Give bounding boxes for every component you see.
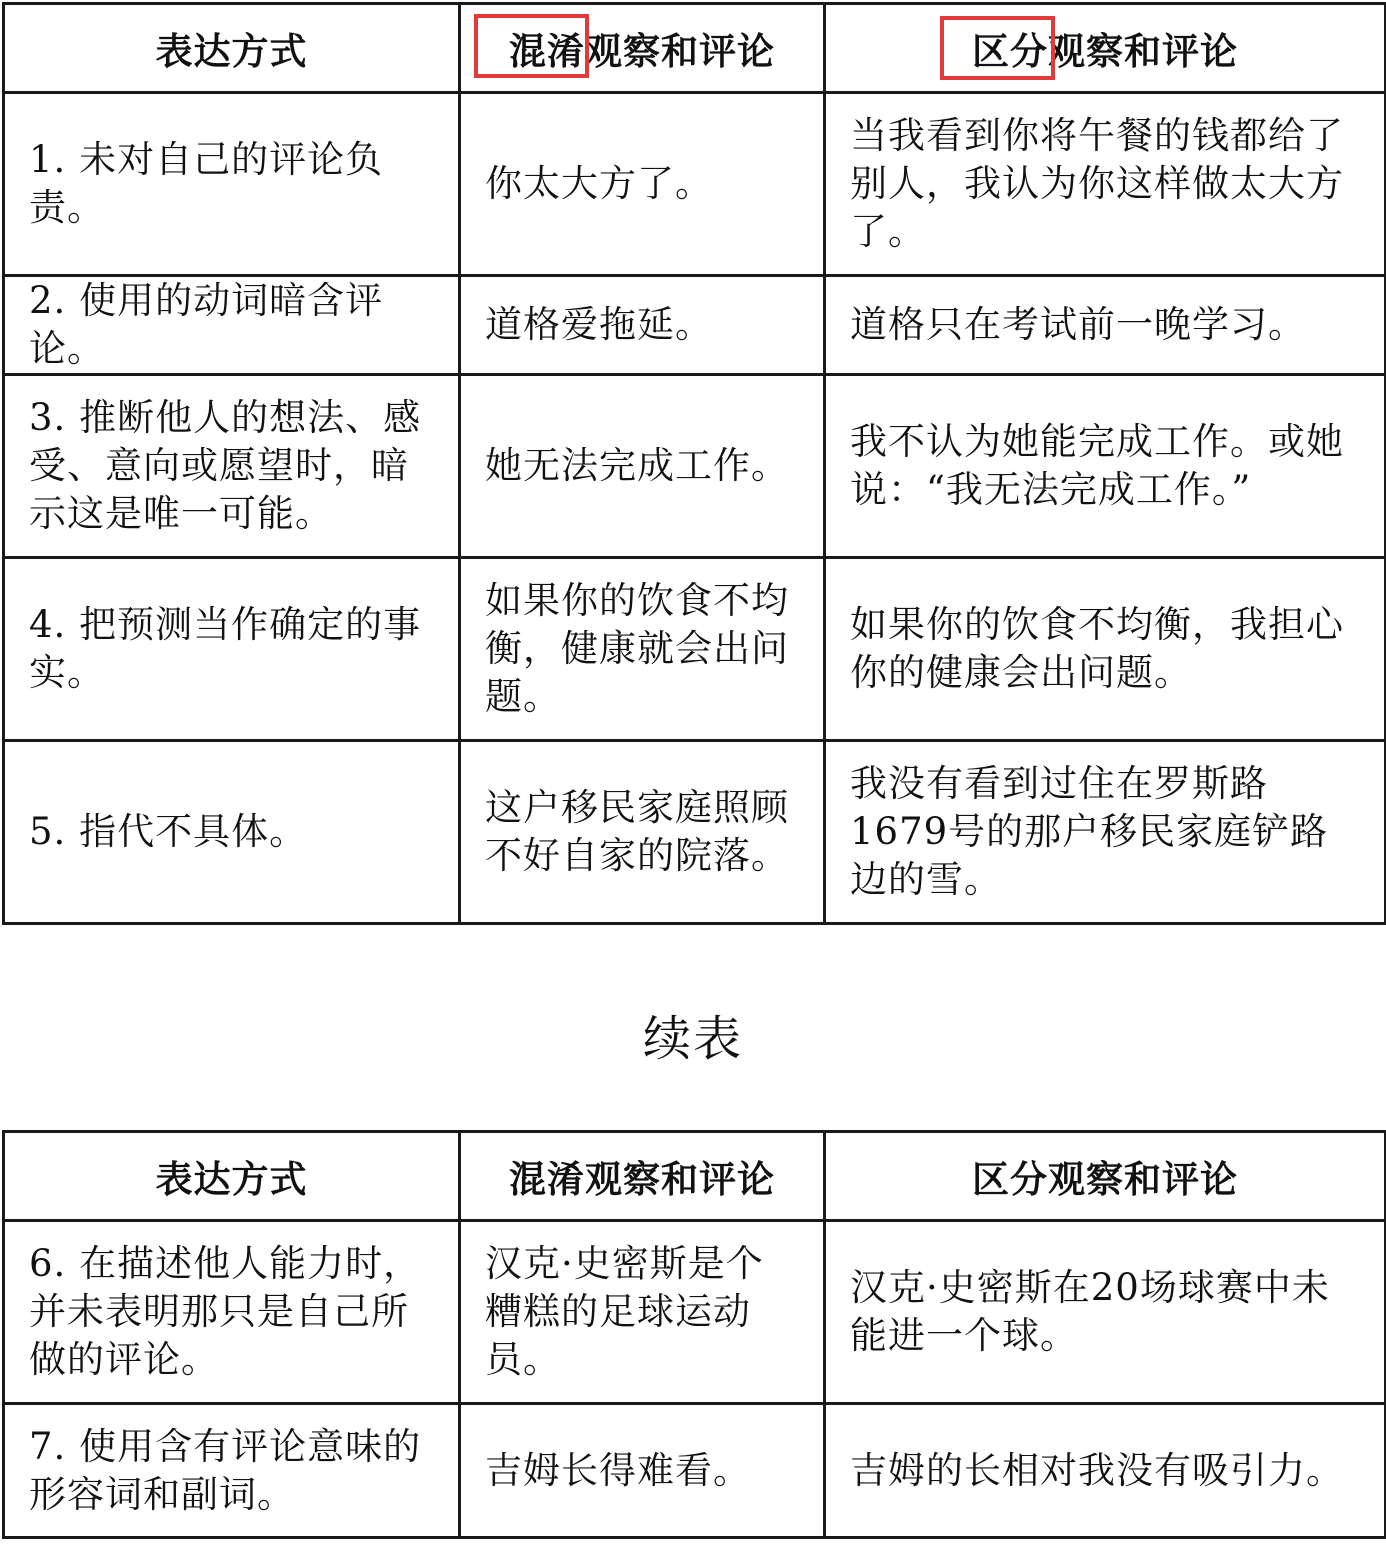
cell-distinguishing: 汉克·史密斯在20场球赛中未能进一个球。: [825, 1221, 1386, 1404]
cell-mixing: 道格爱拖延。: [460, 276, 825, 375]
cell-expression: 5. 指代不具体。: [4, 741, 460, 924]
cell-distinguishing: 道格只在考试前一晚学习。: [825, 276, 1386, 375]
cell-mixing: 如果你的饮食不均衡，健康就会出问题。: [460, 558, 825, 741]
comparison-table-continued: [2, 1130, 1386, 1539]
table-header-row: [4, 1132, 1386, 1221]
cell-mixing: 你太大方了。: [460, 93, 825, 276]
continued-table-caption: 续表: [642, 1011, 743, 1067]
cell-distinguishing: 吉姆的长相对我没有吸引力。: [825, 1404, 1386, 1538]
cell-distinguishing: 我不认为她能完成工作。或她说：“我无法完成工作。”: [825, 375, 1386, 558]
cell-distinguishing: 当我看到你将午餐的钱都给了别人，我认为你这样做太大方了。: [825, 93, 1386, 276]
cell-expression: 6. 在描述他人能力时，并未表明那只是自己所做的评论。: [4, 1221, 460, 1404]
comparison-table: [2, 2, 1386, 925]
cell-distinguishing: 如果你的饮食不均衡，我担心你的健康会出问题。: [825, 558, 1386, 741]
cell-mixing: 吉姆长得难看。: [460, 1404, 825, 1538]
table-row: [4, 558, 1386, 741]
header-distinguishing: 区分观察和评论: [825, 4, 1386, 93]
cell-mixing: 这户移民家庭照顾不好自家的院落。: [460, 741, 825, 924]
cell-expression: 3. 推断他人的想法、感受、意向或愿望时，暗示这是唯一可能。: [4, 375, 460, 558]
cell-expression: 7. 使用含有评论意味的形容词和副词。: [4, 1404, 460, 1538]
table-row: [4, 741, 1386, 924]
table-row: [4, 375, 1386, 558]
header-mixing: 混淆观察和评论: [460, 4, 825, 93]
cell-mixing: 汉克·史密斯是个糟糕的足球运动员。: [460, 1221, 825, 1404]
table-row: [4, 93, 1386, 276]
table-header-row: [4, 4, 1386, 93]
table-row: [4, 276, 1386, 375]
cell-distinguishing: 我没有看到过住在罗斯路1679号的那户移民家庭铲路边的雪。: [825, 741, 1386, 924]
header-distinguishing: 区分观察和评论: [825, 1132, 1386, 1221]
header-mixing: 混淆观察和评论: [460, 1132, 825, 1221]
cell-expression: 4. 把预测当作确定的事实。: [4, 558, 460, 741]
table-row: [4, 1221, 1386, 1404]
header-expression: 表达方式: [4, 4, 460, 93]
cell-expression: 1. 未对自己的评论负责。: [4, 93, 460, 276]
cell-expression: 2. 使用的动词暗含评论。: [4, 276, 460, 375]
header-expression: 表达方式: [4, 1132, 460, 1221]
table-row: [4, 1404, 1386, 1538]
cell-mixing: 她无法完成工作。: [460, 375, 825, 558]
